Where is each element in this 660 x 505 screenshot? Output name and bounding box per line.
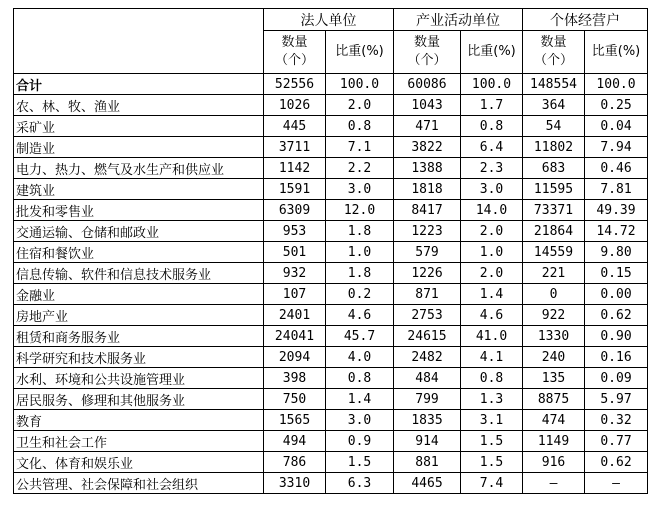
legal-count-cell: 1565 xyxy=(264,410,326,431)
activity-ratio-cell: 1.4 xyxy=(461,284,523,305)
individual-ratio-cell: 7.81 xyxy=(585,179,648,200)
legal-ratio-cell: 1.0 xyxy=(326,242,394,263)
activity-count-cell: 8417 xyxy=(394,200,461,221)
activity-count-cell: 871 xyxy=(394,284,461,305)
legal-count-cell: 501 xyxy=(264,242,326,263)
activity-count-cell: 579 xyxy=(394,242,461,263)
individual-count-cell: 364 xyxy=(523,95,585,116)
activity-ratio-cell: 1.0 xyxy=(461,242,523,263)
individual-count-cell: 11595 xyxy=(523,179,585,200)
individual-ratio-cell: — xyxy=(585,473,648,494)
activity-count-cell: 2482 xyxy=(394,347,461,368)
legal-ratio-cell: 1.4 xyxy=(326,389,394,410)
header-row-columns xyxy=(14,31,648,74)
activity-ratio-cell: 2.3 xyxy=(461,158,523,179)
activity-count-cell: 1223 xyxy=(394,221,461,242)
individual-count-cell: 148554 xyxy=(523,74,585,95)
activity-count-cell: 60086 xyxy=(394,74,461,95)
activity-ratio-cell: 3.1 xyxy=(461,410,523,431)
individual-count-cell: 21864 xyxy=(523,221,585,242)
legal-ratio-cell: 1.8 xyxy=(326,263,394,284)
table-row xyxy=(14,95,648,116)
activity-count-cell: 3822 xyxy=(394,137,461,158)
activity-count-cell: 1226 xyxy=(394,263,461,284)
table-row xyxy=(14,431,648,452)
individual-ratio-cell: 0.90 xyxy=(585,326,648,347)
table-row xyxy=(14,116,648,137)
individual-ratio-cell: 49.39 xyxy=(585,200,648,221)
individual-count-cell: 922 xyxy=(523,305,585,326)
industry-name-cell: 农、林、牧、渔业 xyxy=(14,95,264,116)
legal-count-cell: 1591 xyxy=(264,179,326,200)
legal-ratio-cell: 12.0 xyxy=(326,200,394,221)
industry-name-cell: 卫生和社会工作 xyxy=(14,431,264,452)
activity-ratio-cell: 3.0 xyxy=(461,179,523,200)
legal-count-cell: 1142 xyxy=(264,158,326,179)
industry-name-cell: 教育 xyxy=(14,410,264,431)
legal-ratio-cell: 100.0 xyxy=(326,74,394,95)
individual-ratio-cell: 0.25 xyxy=(585,95,648,116)
individual-ratio-cell: 0.16 xyxy=(585,347,648,368)
individual-ratio-cell: 14.72 xyxy=(585,221,648,242)
legal-count-cell: 2094 xyxy=(264,347,326,368)
individual-count-cell: 1149 xyxy=(523,431,585,452)
table-row xyxy=(14,410,648,431)
individual-count-cell: 916 xyxy=(523,452,585,473)
table-row xyxy=(14,368,648,389)
count-label-line2: （个） xyxy=(274,53,314,68)
industry-name-cell: 建筑业 xyxy=(14,179,264,200)
individual-ratio-cell: 0.04 xyxy=(585,116,648,137)
header-group-individual-households: 个体经营户 xyxy=(523,9,648,31)
legal-count-cell: 2401 xyxy=(264,305,326,326)
activity-ratio-cell: 2.0 xyxy=(461,263,523,284)
table-row xyxy=(14,158,648,179)
unit-statistics-table xyxy=(13,8,648,494)
activity-count-cell: 1818 xyxy=(394,179,461,200)
activity-count-cell: 1835 xyxy=(394,410,461,431)
industry-name-cell: 金融业 xyxy=(14,284,264,305)
table-row xyxy=(14,284,648,305)
activity-ratio-cell: 100.0 xyxy=(461,74,523,95)
individual-ratio-cell: 5.97 xyxy=(585,389,648,410)
legal-count-cell: 953 xyxy=(264,221,326,242)
header-ratio-legal: 比重(%) xyxy=(326,31,394,74)
legal-ratio-cell: 2.2 xyxy=(326,158,394,179)
individual-count-cell: 221 xyxy=(523,263,585,284)
activity-count-cell: 2753 xyxy=(394,305,461,326)
header-corner-cell-lower xyxy=(14,31,264,74)
activity-ratio-cell: 41.0 xyxy=(461,326,523,347)
header-ratio-activity: 比重(%) xyxy=(461,31,523,74)
individual-ratio-cell: 7.94 xyxy=(585,137,648,158)
table-row xyxy=(14,137,648,158)
table-row xyxy=(14,179,648,200)
industry-name-cell: 科学研究和技术服务业 xyxy=(14,347,264,368)
activity-ratio-cell: 4.1 xyxy=(461,347,523,368)
industry-name-cell: 住宿和餐饮业 xyxy=(14,242,264,263)
activity-count-cell: 914 xyxy=(394,431,461,452)
individual-ratio-cell: 100.0 xyxy=(585,74,648,95)
legal-count-cell: 445 xyxy=(264,116,326,137)
individual-ratio-cell: 0.62 xyxy=(585,305,648,326)
industry-name-cell: 房地产业 xyxy=(14,305,264,326)
activity-count-cell: 1388 xyxy=(394,158,461,179)
individual-count-cell: 11802 xyxy=(523,137,585,158)
industry-name-cell: 采矿业 xyxy=(14,116,264,137)
table-row xyxy=(14,347,648,368)
activity-ratio-cell: 6.4 xyxy=(461,137,523,158)
activity-count-cell: 881 xyxy=(394,452,461,473)
header-row-groups xyxy=(14,9,648,31)
legal-count-cell: 398 xyxy=(264,368,326,389)
individual-ratio-cell: 0.00 xyxy=(585,284,648,305)
industry-name-cell: 文化、体育和娱乐业 xyxy=(14,452,264,473)
header-count-legal xyxy=(264,31,326,74)
activity-count-cell: 1043 xyxy=(394,95,461,116)
count-label-line1: 数量 xyxy=(540,35,567,50)
count-label-line1: 数量 xyxy=(413,35,440,50)
individual-count-cell: 14559 xyxy=(523,242,585,263)
individual-ratio-cell: 0.77 xyxy=(585,431,648,452)
table-row xyxy=(14,263,648,284)
individual-ratio-cell: 0.62 xyxy=(585,452,648,473)
individual-count-cell: 73371 xyxy=(523,200,585,221)
count-label-line2: （个） xyxy=(533,53,573,68)
header-group-activity-units: 产业活动单位 xyxy=(394,9,523,31)
table-row xyxy=(14,221,648,242)
legal-ratio-cell: 0.2 xyxy=(326,284,394,305)
activity-ratio-cell: 0.8 xyxy=(461,116,523,137)
individual-ratio-cell: 0.32 xyxy=(585,410,648,431)
statistics-table-container xyxy=(13,8,648,494)
legal-ratio-cell: 0.8 xyxy=(326,116,394,137)
activity-count-cell: 24615 xyxy=(394,326,461,347)
legal-ratio-cell: 2.0 xyxy=(326,95,394,116)
legal-count-cell: 24041 xyxy=(264,326,326,347)
industry-name-cell: 合计 xyxy=(14,74,264,95)
activity-ratio-cell: 14.0 xyxy=(461,200,523,221)
individual-count-cell: 135 xyxy=(523,368,585,389)
table-row xyxy=(14,452,648,473)
industry-name-cell: 交通运输、仓储和邮政业 xyxy=(14,221,264,242)
individual-count-cell: — xyxy=(523,473,585,494)
legal-ratio-cell: 3.0 xyxy=(326,179,394,200)
individual-count-cell: 474 xyxy=(523,410,585,431)
table-row xyxy=(14,326,648,347)
legal-count-cell: 6309 xyxy=(264,200,326,221)
legal-ratio-cell: 7.1 xyxy=(326,137,394,158)
individual-ratio-cell: 0.46 xyxy=(585,158,648,179)
legal-count-cell: 750 xyxy=(264,389,326,410)
table-row xyxy=(14,242,648,263)
individual-ratio-cell: 9.80 xyxy=(585,242,648,263)
count-label-line2: （个） xyxy=(407,53,447,68)
activity-ratio-cell: 1.3 xyxy=(461,389,523,410)
individual-count-cell: 0 xyxy=(523,284,585,305)
header-group-legal-units: 法人单位 xyxy=(264,9,394,31)
header-count-activity xyxy=(394,31,461,74)
activity-count-cell: 484 xyxy=(394,368,461,389)
activity-ratio-cell: 2.0 xyxy=(461,221,523,242)
individual-count-cell: 1330 xyxy=(523,326,585,347)
industry-name-cell: 租赁和商务服务业 xyxy=(14,326,264,347)
individual-count-cell: 8875 xyxy=(523,389,585,410)
activity-ratio-cell: 1.5 xyxy=(461,431,523,452)
legal-ratio-cell: 45.7 xyxy=(326,326,394,347)
legal-count-cell: 786 xyxy=(264,452,326,473)
industry-name-cell: 信息传输、软件和信息技术服务业 xyxy=(14,263,264,284)
individual-count-cell: 54 xyxy=(523,116,585,137)
legal-ratio-cell: 3.0 xyxy=(326,410,394,431)
activity-ratio-cell: 7.4 xyxy=(461,473,523,494)
table-row-total xyxy=(14,74,648,95)
legal-ratio-cell: 1.8 xyxy=(326,221,394,242)
table-body xyxy=(14,74,648,494)
table-row xyxy=(14,473,648,494)
activity-ratio-cell: 4.6 xyxy=(461,305,523,326)
header-ratio-individual: 比重(%) xyxy=(585,31,648,74)
legal-count-cell: 1026 xyxy=(264,95,326,116)
individual-ratio-cell: 0.09 xyxy=(585,368,648,389)
legal-ratio-cell: 0.9 xyxy=(326,431,394,452)
count-label-line1: 数量 xyxy=(281,35,308,50)
header-count-individual xyxy=(523,31,585,74)
legal-ratio-cell: 4.6 xyxy=(326,305,394,326)
activity-count-cell: 4465 xyxy=(394,473,461,494)
activity-ratio-cell: 1.5 xyxy=(461,452,523,473)
legal-ratio-cell: 4.0 xyxy=(326,347,394,368)
activity-count-cell: 799 xyxy=(394,389,461,410)
legal-count-cell: 932 xyxy=(264,263,326,284)
legal-count-cell: 494 xyxy=(264,431,326,452)
table-row xyxy=(14,200,648,221)
industry-name-cell: 居民服务、修理和其他服务业 xyxy=(14,389,264,410)
industry-name-cell: 电力、热力、燃气及水生产和供应业 xyxy=(14,158,264,179)
individual-ratio-cell: 0.15 xyxy=(585,263,648,284)
table-row xyxy=(14,389,648,410)
legal-count-cell: 107 xyxy=(264,284,326,305)
legal-ratio-cell: 6.3 xyxy=(326,473,394,494)
activity-ratio-cell: 1.7 xyxy=(461,95,523,116)
individual-count-cell: 683 xyxy=(523,158,585,179)
industry-name-cell: 制造业 xyxy=(14,137,264,158)
legal-count-cell: 3711 xyxy=(264,137,326,158)
legal-ratio-cell: 1.5 xyxy=(326,452,394,473)
activity-count-cell: 471 xyxy=(394,116,461,137)
legal-count-cell: 3310 xyxy=(264,473,326,494)
individual-count-cell: 240 xyxy=(523,347,585,368)
legal-ratio-cell: 0.8 xyxy=(326,368,394,389)
header-corner-cell xyxy=(14,9,264,31)
industry-name-cell: 批发和零售业 xyxy=(14,200,264,221)
legal-count-cell: 52556 xyxy=(264,74,326,95)
table-row xyxy=(14,305,648,326)
activity-ratio-cell: 0.8 xyxy=(461,368,523,389)
industry-name-cell: 水利、环境和公共设施管理业 xyxy=(14,368,264,389)
industry-name-cell: 公共管理、社会保障和社会组织 xyxy=(14,473,264,494)
